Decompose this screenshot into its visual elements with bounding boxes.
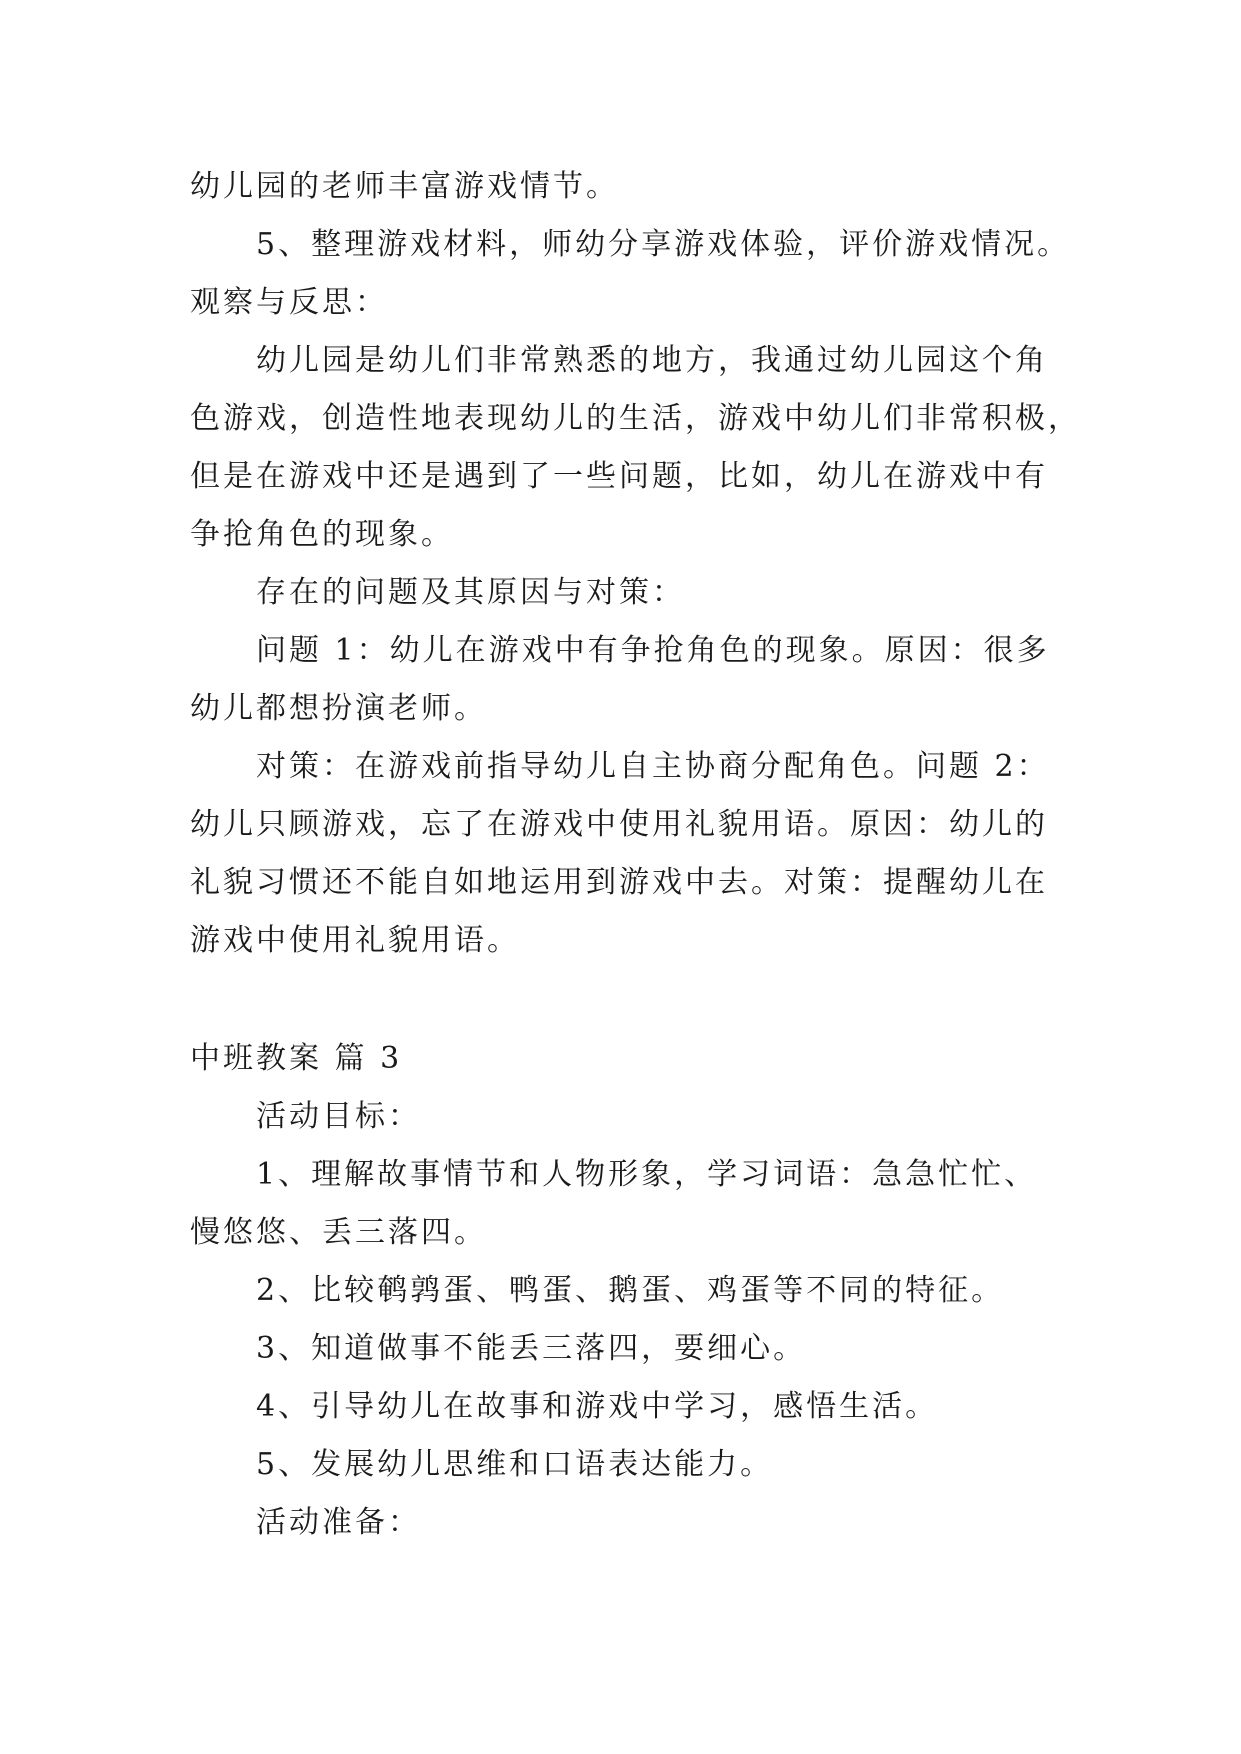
section-label: 观察与反思： — [190, 285, 388, 320]
paragraph-line: 幼儿园的老师丰富游戏情节。 — [190, 169, 619, 204]
paragraph-line: 幼儿只顾游戏，忘了在游戏中使用礼貌用语。原因：幼儿的 — [190, 807, 1048, 842]
paragraph-line: 争抢角色的现象。 — [190, 517, 454, 552]
paragraph-line: 3、知道做事不能丢三落四，要细心。 — [256, 1331, 807, 1366]
paragraph-line: 幼儿都想扮演老师。 — [190, 691, 487, 726]
paragraph-line: 游戏中使用礼貌用语。 — [190, 923, 520, 958]
paragraph-line: 礼貌习惯还不能自如地运用到游戏中去。对策：提醒幼儿在 — [190, 865, 1048, 900]
section-label: 活动准备： — [256, 1505, 421, 1540]
paragraph-line: 幼儿园是幼儿们非常熟悉的地方，我通过幼儿园这个角 — [256, 343, 1048, 378]
paragraph-line: 5、发展幼儿思维和口语表达能力。 — [256, 1447, 774, 1482]
paragraph-line: 存在的问题及其原因与对策： — [256, 575, 685, 610]
paragraph-line: 2、比较鹌鹑蛋、鸭蛋、鹅蛋、鸡蛋等不同的特征。 — [256, 1273, 1005, 1308]
paragraph-line: 4、引导幼儿在故事和游戏中学习，感悟生活。 — [256, 1389, 939, 1424]
section-label: 活动目标： — [256, 1099, 421, 1134]
paragraph-line: 5、整理游戏材料，师幼分享游戏体验，评价游戏情况。 — [256, 227, 1071, 262]
paragraph-line: 对策：在游戏前指导幼儿自主协商分配角色。问题 2： — [256, 749, 1050, 784]
paragraph-line: 问题 1：幼儿在游戏中有争抢角色的现象。原因：很多 — [256, 633, 1050, 668]
section-heading: 中班教案 篇 3 — [190, 1041, 403, 1076]
paragraph-line: 1、理解故事情节和人物形象，学习词语：急急忙忙、 — [256, 1157, 1038, 1192]
paragraph-line: 色游戏，创造性地表现幼儿的生活，游戏中幼儿们非常积极， — [190, 401, 1081, 436]
paragraph-line: 但是在游戏中还是遇到了一些问题，比如，幼儿在游戏中有 — [190, 459, 1048, 494]
paragraph-line: 慢悠悠、丢三落四。 — [190, 1215, 487, 1250]
